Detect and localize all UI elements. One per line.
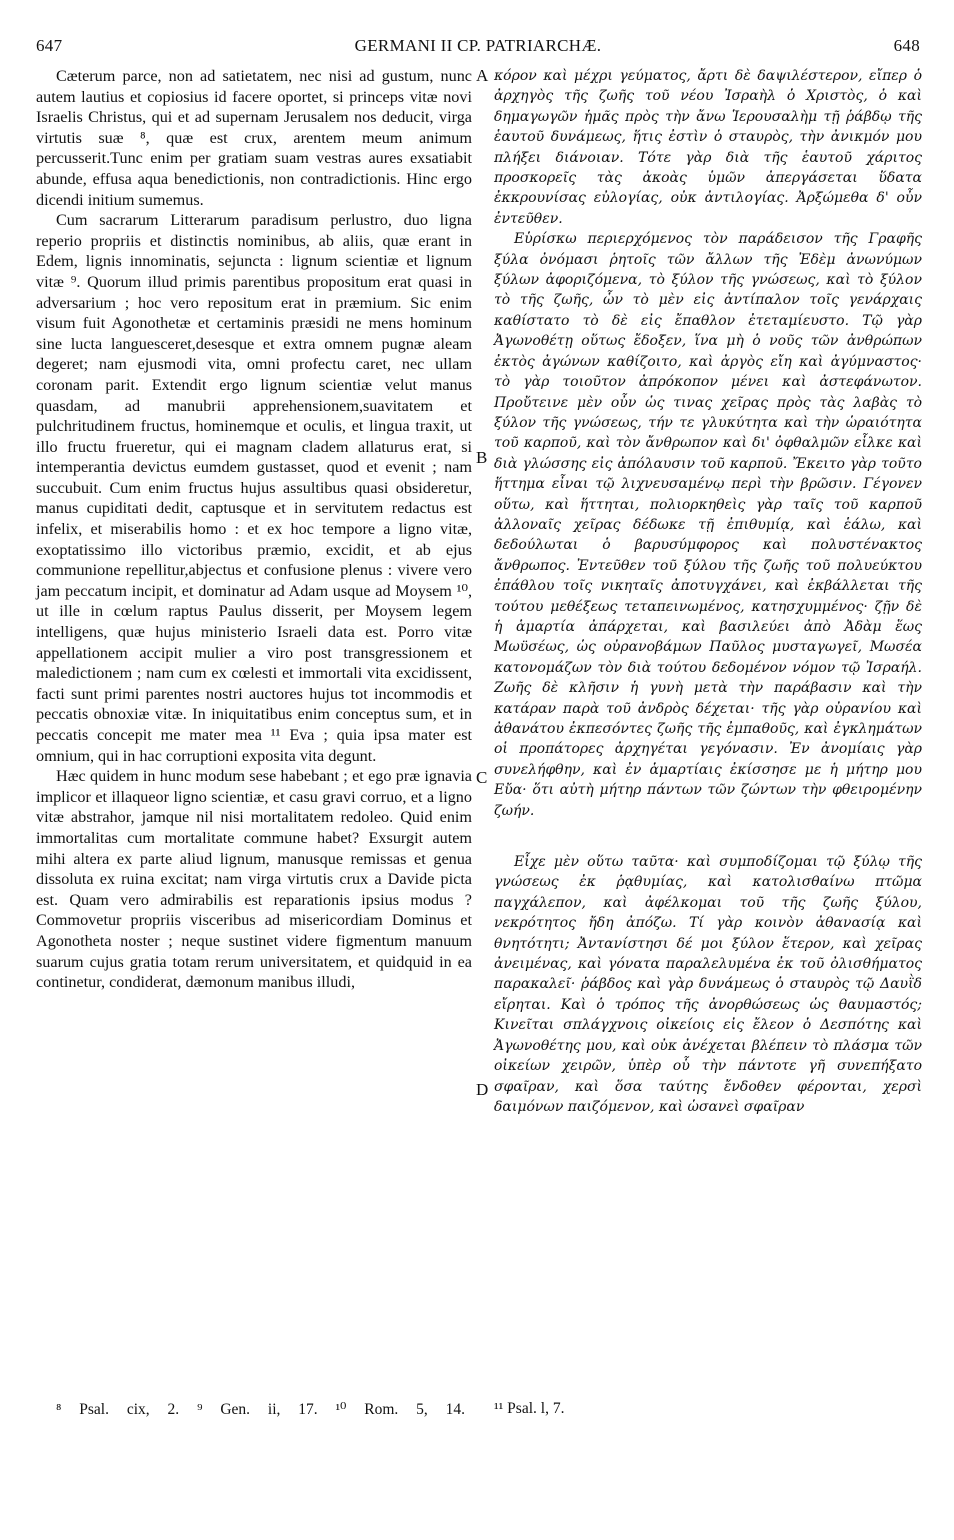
page-header — [36, 36, 920, 60]
marker-a: A — [476, 66, 489, 85]
greek-paragraph: Εὑρίσκω περιερχόμενος τὸν παράδεισον τῆς Γραφῆς ξύλα ὀνόμασι ῥητοῖς τῶν ἄλλων τῆς Ἐδὲμ ἀνωνύμων ξύλων ἀφοριζόμενα, τὸ ξύλον τῆς γνώσεως, καὶ τὸ ξύλον τὸ τῆς ζωῆς, ὧν τὸ μὲν εἰς ἀντίπαλον τοῖς γενάρχαις καθίστατο τὸ δὲ εἰς ἔπαθλον ἐτεταμίευστο. Τῷ γὰρ Ἀγωνοθέτῃ οὕτως ἔδοξεν, ἵνα μὴ ὁ νοῦς τῶν ἀνθρώπων ἐκτὸς ἀγώνων καθίζοιτο, καὶ ἀργὸς εἴη καὶ ἀγύμναστος· τὸ γὰρ τοιοῦτον ἀπρόκοπον μένει καὶ ἀστεφάνωτον. Προὔτεινε μὲν οὖν ὡς τινας χεῖρας πρὸς τὰς λαβὰς τὸ ξύλον τῆς γνώσεως, τήν τε γλυκύτητα καὶ τὴν ὡραιότητα τοῦ καρποῦ, καὶ τὸν ἄνθρωπον καὶ δι' ὀφθαλμῶν εἷλκε καὶ διὰ γλώσσης εἰς ἀπόλαυσιν τοῦ καρποῦ. Ἔκειτο γὰρ τοῦτο ἥττημα εἶναι τῷ λιχνευσαμένῳ περὶ τὴν βρῶσιν. Γέγονεν οὕτω, καὶ ἥττηται, πολιορκηθεὶς γὰρ ταῖς τοῦ καρποῦ ἀλλοναῖς χεῖρας δέδωκε τῇ ἐπιθυμίᾳ, καὶ ἑάλω, καὶ δεδούλωται ὁ βαρυσύμφορος καὶ πολυστένακτος ἄνθρωπος. Ἐντεῦθεν τοῦ ξύλου τῆς ζωῆς τοῦ πολυεύκτου ἐπάθλου τοῖς νικηταῖς ἀποτυγχάνει, καὶ ἐκβάλλεται τῆς τούτου μεθέξεως τεταπεινωμένος, κατησχυμμένος· ζῇν δὲ ἡ ἁμαρτία ἀπάρχεται, καὶ βασιλεύει ἀπὸ Ἀδὰμ ἕως Μωϋσέως, ὡς οὐρανοβάμων Παῦλος μυσταγωγεῖ, Μωσέα κατονομάζων τὸν διὰ τούτου δεδομένον νόμον τῷ Ἰσραήλ. Ζωῆς δὲ κλῆσιν ἡ γυνὴ μετὰ τὴν παράβασιν καὶ τὴν κατάραν παρὰ τοῦ ἀνδρὸς δέχεται· τῆς γὰρ οὐρανίου καὶ ἀθανάτου ἐκπεσόντες ζωῆς τῆς ἐμπαθοῦς, καὶ ἐγκλημάτων οἱ προπάτορες ἀρχηγέται γεγόνασιν. Ἐν ἀνομίαις γὰρ συνελήφθην, καὶ ἐν ἁμαρτίαις ἐκίσσησε με ἡ μήτηρ μου Εὔα· ὅτι αὐτὴ μήτηρ πάντων τῶν ζώντων τὴν φθειρομένην ζωήν. — [494, 231, 922, 819]
greek-column — [494, 66, 922, 1117]
right-page-number: 648 — [893, 36, 920, 55]
latin-column — [36, 66, 472, 993]
running-title: GERMANI II CP. PATRIARCHÆ. — [354, 36, 602, 55]
latin-paragraph: Cæterum parce, non ad satietatem, nec nisi ad gustum, nunc autem lautius et copiosius id facere oportet, si princeps vitæ novi Israelis Christus, qui et ad supernam Jerusalem nos deducit, virga virtutis suæ ⁸, quæ est crux, arentem meum animum percusserit.Tunc enim per gratiam suam vestras aures exsatiabit abunde, effusa aqua benedictionis, non contradictionis. Hinc ergo dicendi initium sumemus. — [36, 67, 472, 209]
latin-footnotes — [56, 1400, 472, 1419]
footnote: ¹⁰ Rom. 5, 14. — [335, 1401, 466, 1418]
greek-footnotes — [494, 1400, 914, 1418]
footnote: ⁹ Gen. ii, 17. — [197, 1401, 318, 1418]
marker-b: B — [476, 448, 488, 467]
latin-paragraph: Cum sacrarum Litterarum paradisum perlustro, duo ligna reperio propriis et distinctis nominibus, ab aliis, quæ erant in Edem, lignis innominatis, sejuncta : lignum scientiæ et lignum vitæ ⁹. Quorum illud primis parentibus propositum erat quasi in adversarium ; hoc vero repositum erat in præmium. Sic enim visum fuit Agonothetæ et certaminis præsidi ne mens hominum sine lucta languesceret,desesque et extra omnem pugnæ aleam degeret; nam ejusmodi vita, omni profectu caret, nec ullam coronam parit. Extendit ergo lignum scientiæ velut manus quasdam, ad manubrii apprehensionem,suavitatem et pulchritudinem fructus, hominemque et oculis, et lingua traxit, ut illo fructu frueretur, qui ei magnam cladem allaturus erat, si intemperantia devictus eumdem gustasset, quod et evenit ; nam succubuit. Cum enim fructus hujus assultibus quasi obsideretur, manus cupiditati dedit, captusque et in servitutem redactus est infelix, et miserabilis homo : et ex hoc tempore a ligno vitæ, exoptatissimo illo victoribus præmio, excidit, et ab ejus communione repellitur,abjectus et confusione plenus : vivere vero jam peccatum incipit, et dominatur ad Adam usque ad Moysem ¹⁰, ut ille in cœlum raptus Paulus disserit, per Moysem legem intelligens, quæ hujus ministerio Israeli data est. Porro vitæ appellationem accipit mulier a viro post transgressionem et maledictionem ; nam cum ex cœlesti et immortali vita excidissent, facti sunt primi parentes nostri auctores hujus tot incommodis et peccatis obnoxiæ vitæ. In iniquitatibus enim conceptus sum, et in peccatis concepit me mater mea ¹¹ Eva ; quia ipsa mater est omnium, qui in hac corruptioni exposita vita degunt. — [36, 211, 472, 765]
greek-paragraph: κόρον καὶ μέχρι γεύματος, ἄρτι δὲ δαψιλέστερον, εἴπερ ὁ ἀρχηγὸς τῆς ζωῆς τοῦ νέου Ἰσραὴλ ὁ Χριστὸς, ὁ καὶ δημαγωγῶν ἡμᾶς πρὸς τὴν ἄνω Ἱερουσαλὴμ τῇ ῥάβδῳ τῆς ἑαυτοῦ δυνάμεως, ἥτις ἐστὶν ὁ σταυρὸς, τὴν ἀνικμόν μου πλήξει διάνοιαν. Τότε γὰρ διὰ τῆς ἑαυτοῦ χάριτος προσκορεῖς τὰς ἀκοὰς ὑμῶν ἀπεργάσεται ὕδατα ἐκκρουνίσας εὐλογίας, οὐκ ἀντιλογίας. Ἀρξώμεθα δ' οὖν ἐντεῦθεν. — [494, 68, 922, 227]
footnote: ⁸ Psal. cix, 2. — [56, 1401, 180, 1418]
greek-paragraph: Εἶχε μὲν οὕτω ταῦτα· καὶ συμποδίζομαι τῷ ξύλῳ τῆς γνώσεως ἐκ ῥᾳθυμίας, καὶ κατολισθαίνω πτῶμα παγχάλεπον, καὶ ἀφέλκομαι τοῦ τῆς ζωῆς ξύλου, νεκρότητος ἤδη ἀπόζω. Τί γὰρ κοινὸν ἀθανασίᾳ καὶ θνητότητι; Ἀντανίστησι δέ μοι ξύλον ἕτερον, καὶ χεῖρας ἀνειμένας, καὶ γόνατα παραλελυμένα ἐκ τοῦ ὀλισθήματος παρακαλεῖ· ῥάβδος καὶ γὰρ δυνάμεως ὁ σταυρὸς τῷ Δαυῒδ εἴρηται. Καὶ ὁ τρόπος τῆς ἀνορθώσεως ὡς θαυμαστός; Κινεῖται σπλάγχνοις οἰκείοις εἰς ἔλεον ὁ Δεσπότης καὶ Ἀγωνοθέτης μου, καὶ οὐκ ἀνέχεται βλέπειν τὸ πλάσμα τῶν οἰκείων χειρῶν, ὑπὲρ οὗ τὴν πάντοτε γῆ συνεπήξατο σφαῖραν, καὶ ὅσα ταύτης ἔνδοθεν φέρονται, χερσὶ δαιμόνων παιζόμενον, καὶ ὡσανεὶ σφαῖραν — [494, 854, 922, 1115]
marker-d: D — [476, 1080, 489, 1099]
footnote: ¹¹ Psal. l, 7. — [494, 1400, 565, 1417]
latin-paragraph: Hæc quidem in hunc modum sese habebant ; et ego præ ignavia implicor et illaqueor ligno scientiæ, et casu gravi corruo, et a ligno vitæ abstrahor, jamque nil nisi mortalitatem redoleo. Quid enim immortalitas cum mortalitate commune habet? Exsurgit autem mihi altera ex parte aliud lignum, manusque remissas et genua dissoluta ex ruina excitat; nam virga virtutis crux a Davide picta est. Quam vero admirabilis est reparationis ipsius modus ? Commovetur propriis visceribus ad misericordiam Dominus et Agonotheta noster ; neque sustinet videre figmentum manuum suarum cujus gratia totam rerum universitatem, et quidquid in ea continetur, condiderat, dæmonum manibus illudi, — [36, 767, 472, 992]
left-page-number: 647 — [36, 36, 63, 55]
marker-c: C — [476, 768, 488, 787]
